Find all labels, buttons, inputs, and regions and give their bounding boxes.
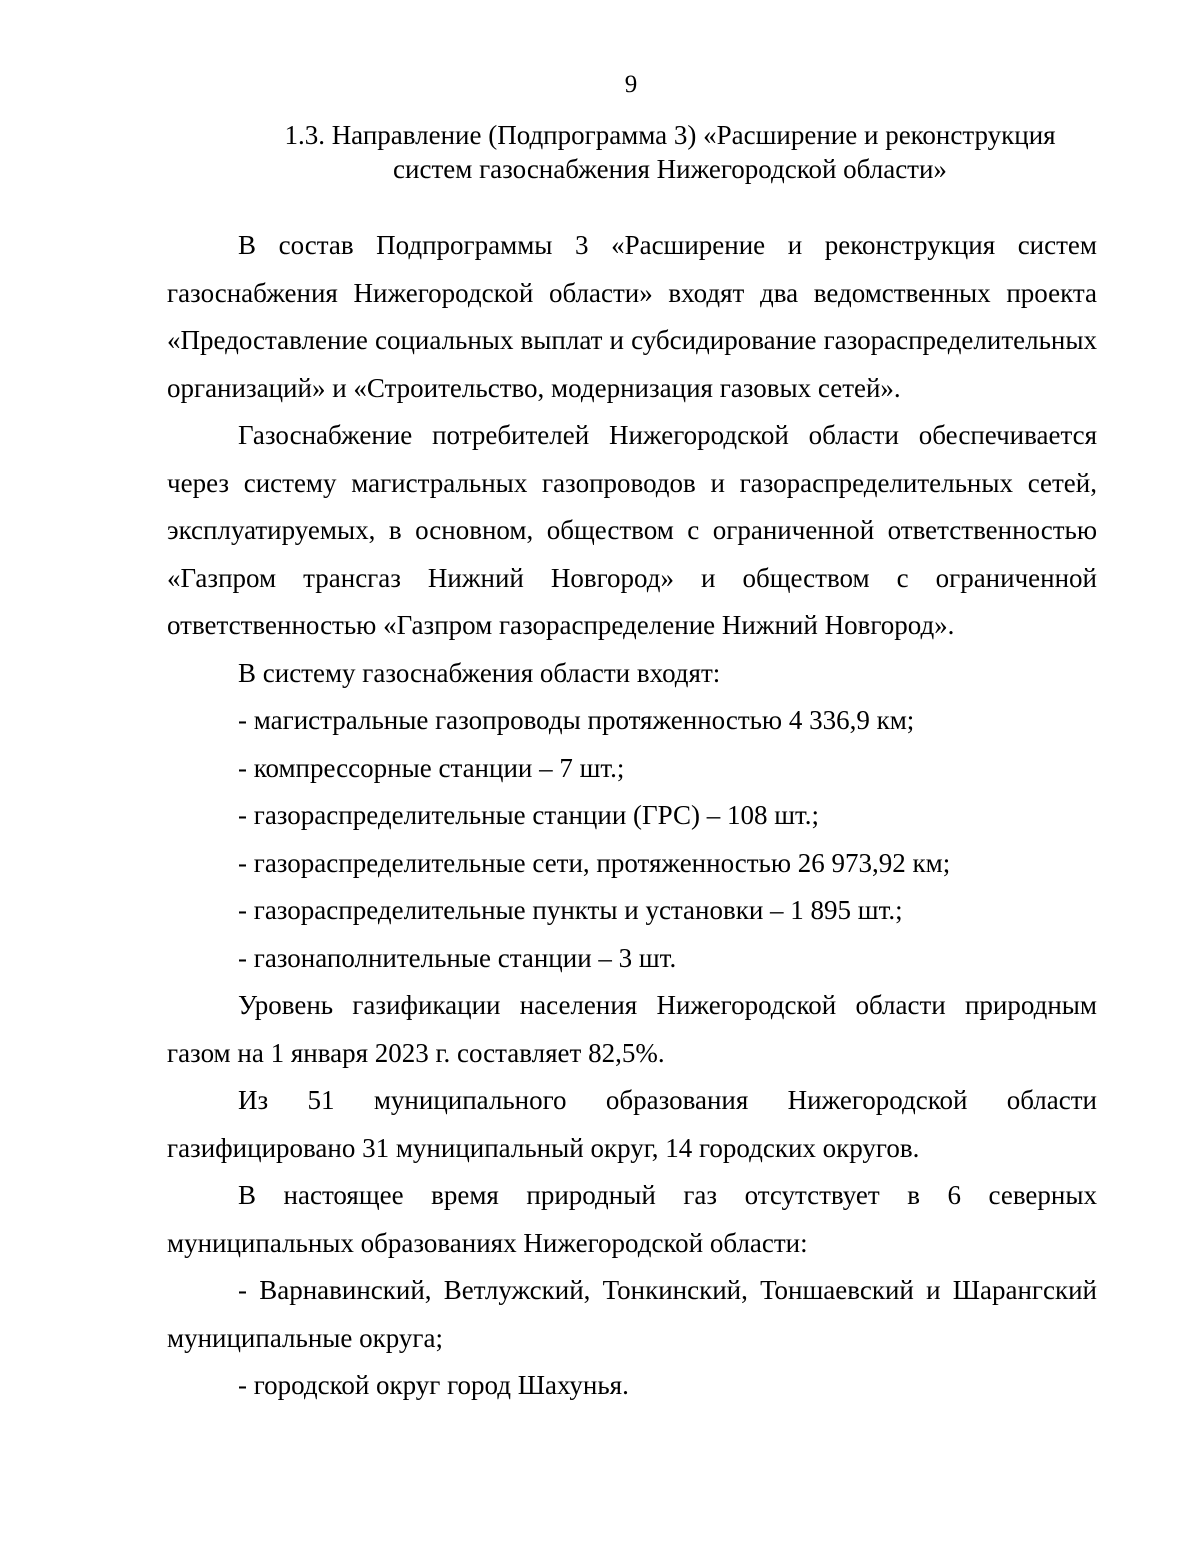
section-heading-line-1: 1.3. Направление (Подпрограмма 3) «Расширение и реконструкция (284, 120, 1056, 150)
list-item-distribution-networks: - газораспределительные сети, протяженностью 26 973,92 км; (238, 847, 951, 878)
paragraph-gasification-level: Уровень газификации населения Нижегородской области природным газом на 1 января 2023 г. составляет 82,5%. (167, 990, 1097, 1068)
document-body (167, 222, 1097, 1410)
list-item-distribution-stations: - газораспределительные станции (ГРС) – 108 шт.; (238, 800, 820, 830)
section-heading-line-2: систем газоснабжения Нижегородской области» (393, 154, 947, 184)
paragraph-northern-districts: - Варнавинский, Ветлужский, Тонкинский, Тоншаевский и Шарангский муниципальные округа; (167, 1275, 1097, 1353)
paragraph-no-gas-northern: В настоящее время природный газ отсутствует в 6 северных муниципальных образованиях Нижегородской области: (167, 1180, 1097, 1258)
list-item-filling-stations: - газонаполнительные станции – 3 шт. (238, 942, 677, 973)
list-item-compressor-stations: - компрессорные станции – 7 шт.; (238, 752, 625, 783)
list-item-shakhunya: - городской округ город Шахунья. (238, 1370, 629, 1400)
paragraph-system-intro: В систему газоснабжения области входят: (238, 657, 721, 688)
page-number: 9 (624, 71, 638, 98)
paragraph-subprogram-composition: В состав Подпрограммы 3 «Расширение и реконструкция систем газоснабжения Нижегородской области» входят два ведомственных проекта «Предоставление социальных выплат и субсидирование газораспределительных организаций» и «Строительство, модернизация газовых сетей». (167, 230, 1097, 403)
list-item-main-pipelines: - магистральные газопроводы протяженностью 4 336,9 км; (238, 705, 915, 735)
paragraph-gas-supply-system: Газоснабжение потребителей Нижегородской области обеспечивается через систему магистральных газопроводов и газораспределительных сетей, эксплуатируемых, в основном, обществом с ограниченной ответственностью «Газпром трансгаз Нижний Новгород» и обществом с ограниченной ответственностью «Газпром газораспределение Нижний Новгород». (167, 420, 1097, 640)
list-item-distribution-points: - газораспределительные пункты и установки – 1 895 шт.; (238, 895, 903, 925)
section-heading (200, 118, 1140, 186)
paragraph-municipalities-gasified: Из 51 муниципального образования Нижегородской области газифицировано 31 муниципальный округ, 14 городских округов. (167, 1085, 1097, 1163)
